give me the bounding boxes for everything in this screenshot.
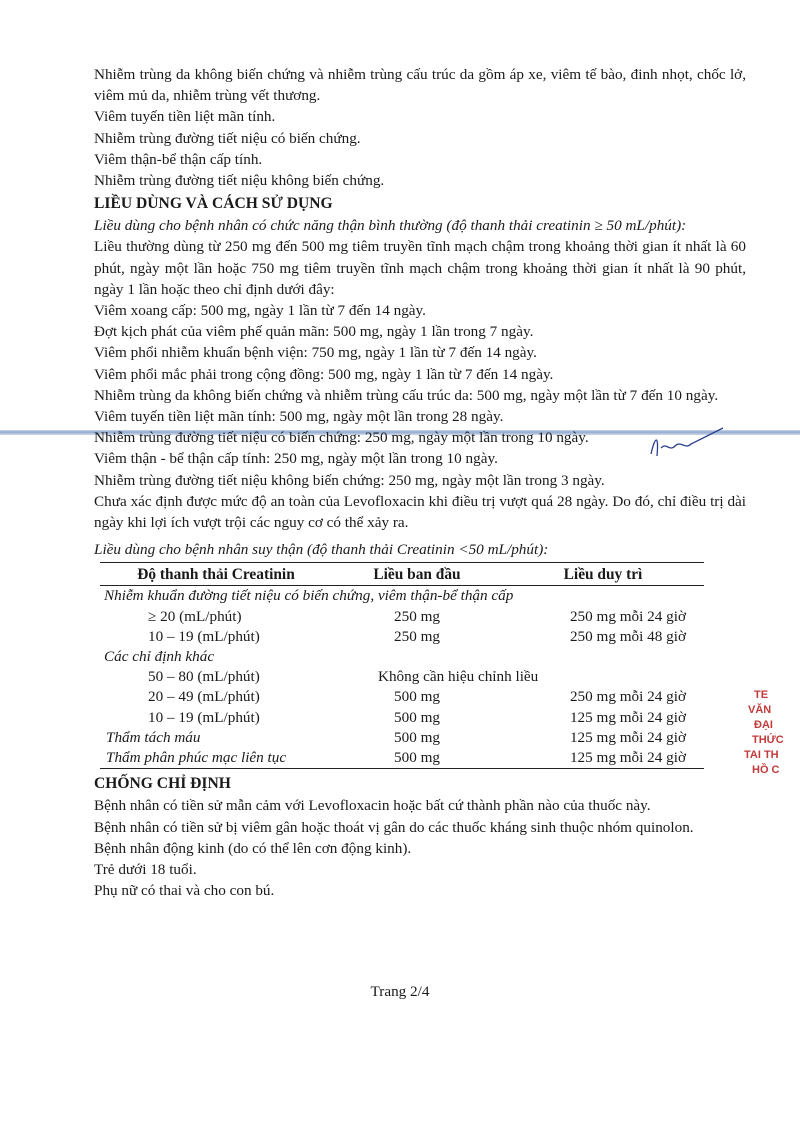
cell-maintenance-dose: 250 mg mỗi 24 giờ (569, 607, 686, 625)
cell-initial-dose: 500 mg (394, 708, 440, 726)
dosage-line: Liều thường dùng từ 250 mg đến 500 mg tiêm truyền tĩnh mạch chậm trong khoảng thời gian ít nhất là 60 phút, ngày một lần hoặc 750 mg tiêm truyền tĩnh mạch chậm trong khoảng thời gian ít nhất là 90 phút, ngày 1 lần hoặc theo chỉ định dưới đây: (94, 238, 746, 298)
cell-maintenance-dose: 250 mg mỗi 24 giờ (569, 688, 686, 706)
table-row (100, 748, 704, 769)
column-header: Liều duy trì (563, 566, 643, 584)
normal-renal-subheading: Liều dùng cho bệnh nhân có chức năng thận bình thường (độ thanh thải creatinin ≥ 50 mL/phút): (94, 217, 687, 235)
dosage-line: Nhiễm trùng đường tiết niệu không biến chứng: 250 mg, ngày một lần trong 3 ngày. (94, 471, 605, 489)
page-number: Trang 2/4 (370, 983, 430, 1000)
dosage-line: Viêm phổi mắc phải trong cộng đồng: 500 mg, ngày 1 lần từ 7 đến 14 ngày. (94, 365, 554, 383)
cell-dialysis-type: Thẩm tách máu (106, 728, 201, 746)
group-label: Các chỉ định khác (104, 648, 215, 666)
contraindication-line: Bệnh nhân có tiền sử bị viêm gân hoặc thoát vị gân do các thuốc kháng sinh thuộc nhóm quinolon. (94, 818, 694, 836)
cell-maintenance-dose: 125 mg mỗi 24 giờ (569, 749, 686, 767)
dosage-line: Viêm xoang cấp: 500 mg, ngày 1 lần từ 7 đến 14 ngày. (94, 302, 426, 320)
table-row (100, 687, 704, 707)
intro-line: Viêm thận-bể thận cấp tính. (94, 150, 263, 168)
contraindication-heading: CHỐNG CHỈ ĐỊNH (94, 775, 231, 793)
contraindication-line: Phụ nữ có thai và cho con bú. (94, 882, 275, 900)
dosage-line: Viêm tuyến tiền liệt mãn tính: 500 mg, ngày một lần trong 28 ngày. (94, 408, 504, 426)
intro-line: Viêm tuyến tiền liệt mãn tính. (94, 108, 276, 126)
cell-dialysis-type: Thẩm phân phúc mạc liên tục (106, 749, 287, 767)
column-header: Độ thanh thải Creatinin (137, 566, 295, 584)
handwritten-signature (645, 426, 725, 466)
table-header-row (100, 563, 704, 586)
cell-initial-dose: 250 mg (394, 627, 440, 645)
cell-initial-dose: 500 mg (394, 728, 440, 746)
dosage-heading: LIỀU DÙNG VÀ CÁCH SỬ DỤNG (94, 195, 333, 213)
renal-impairment-subheading: Liều dùng cho bệnh nhân suy thận (độ thanh thải Creatinin <50 mL/phút): (94, 541, 549, 559)
cell-maintenance-dose: 250 mg mỗi 48 giờ (569, 627, 686, 645)
contraindication-section (94, 773, 746, 901)
stamp-line: VĂN (748, 704, 772, 716)
red-stamp (744, 688, 800, 818)
table-row (100, 627, 704, 647)
cell-maintenance-dose: 125 mg mỗi 24 giờ (569, 728, 686, 746)
table-row (100, 667, 704, 687)
table-group-row (100, 647, 704, 667)
table-group-row (100, 586, 704, 607)
cell-clearance: 50 – 80 (mL/phút) (148, 668, 260, 686)
contraindication-line: Bệnh nhân có tiền sử mẫn cảm với Levofloxacin hoặc bất cứ thành phần nào của thuốc này. (94, 797, 651, 815)
group-label: Nhiễm khuẩn đường tiết niệu có biến chứng, viêm thận-bể thận cấp (104, 587, 514, 605)
intro-section (94, 64, 746, 191)
table-row (100, 728, 704, 748)
cell-clearance: 10 – 19 (mL/phút) (148, 708, 260, 726)
cell-clearance: 20 – 49 (mL/phút) (148, 688, 260, 706)
stamp-line: TE (754, 689, 769, 701)
dosage-line: Chưa xác định được mức độ an toàn của Levofloxacin khi điều trị vượt quá 28 ngày. Do đó, chỉ điều trị dài ngày khi lợi ích vượt trội các nguy cơ có thể xảy ra. (94, 492, 746, 532)
intro-line: Nhiễm trùng da không biến chứng và nhiễm trùng cấu trúc da gồm áp xe, viêm tế bào, đinh nhọt, chốc lở, viêm mủ da, nhiễm trùng vết thương. (94, 66, 746, 105)
dosage-line: Nhiễm trùng da không biến chứng và nhiễm trùng cấu trúc da: 500 mg, ngày một lần từ 7 đến 10 ngày. (94, 386, 719, 404)
contraindication-line: Trẻ dưới 18 tuổi. (94, 860, 197, 878)
cell-clearance: 10 – 19 (mL/phút) (148, 627, 260, 645)
table-row (100, 708, 704, 728)
intro-line: Nhiễm trùng đường tiết niệu có biến chứng. (94, 129, 361, 147)
cell-clearance: ≥ 20 (mL/phút) (148, 607, 242, 625)
stamp-line: HỒ C (752, 764, 780, 776)
cell-maintenance-dose: 125 mg mỗi 24 giờ (569, 708, 686, 726)
dosage-section (94, 193, 746, 769)
cell-initial-dose: 500 mg (394, 749, 440, 767)
dosage-line: Đợt kịch phát của viêm phế quản mãn: 500 mg, ngày 1 lần trong 7 ngày. (94, 323, 534, 341)
contraindication-line: Bệnh nhân động kinh (do có thể lên cơn động kinh). (94, 839, 412, 857)
stamp-line: THỨC (752, 734, 784, 746)
stamp-line: TAI TH (744, 749, 779, 761)
cell-initial-dose: 500 mg (394, 688, 440, 706)
page-content (94, 64, 746, 901)
dosage-line: Viêm phổi nhiễm khuẩn bệnh viện: 750 mg, ngày 1 lần từ 7 đến 14 ngày. (94, 344, 537, 362)
dosage-line: Nhiễm trùng đường tiết niệu có biến chứng: 250 mg, ngày một lần trong 10 ngày. (94, 429, 589, 447)
stamp-line: ĐẠI (754, 719, 773, 731)
cell-no-adjustment: Không cần hiệu chỉnh liều (378, 668, 539, 686)
intro-line: Nhiễm trùng đường tiết niệu không biến chứng. (94, 172, 385, 190)
table-row (100, 607, 704, 627)
renal-dose-table (100, 562, 704, 769)
dosage-line: Viêm thận - bể thận cấp tính: 250 mg, ngày một lần trong 10 ngày. (94, 450, 498, 468)
cell-initial-dose: 250 mg (394, 607, 440, 625)
column-header: Liều ban đầu (373, 566, 461, 584)
